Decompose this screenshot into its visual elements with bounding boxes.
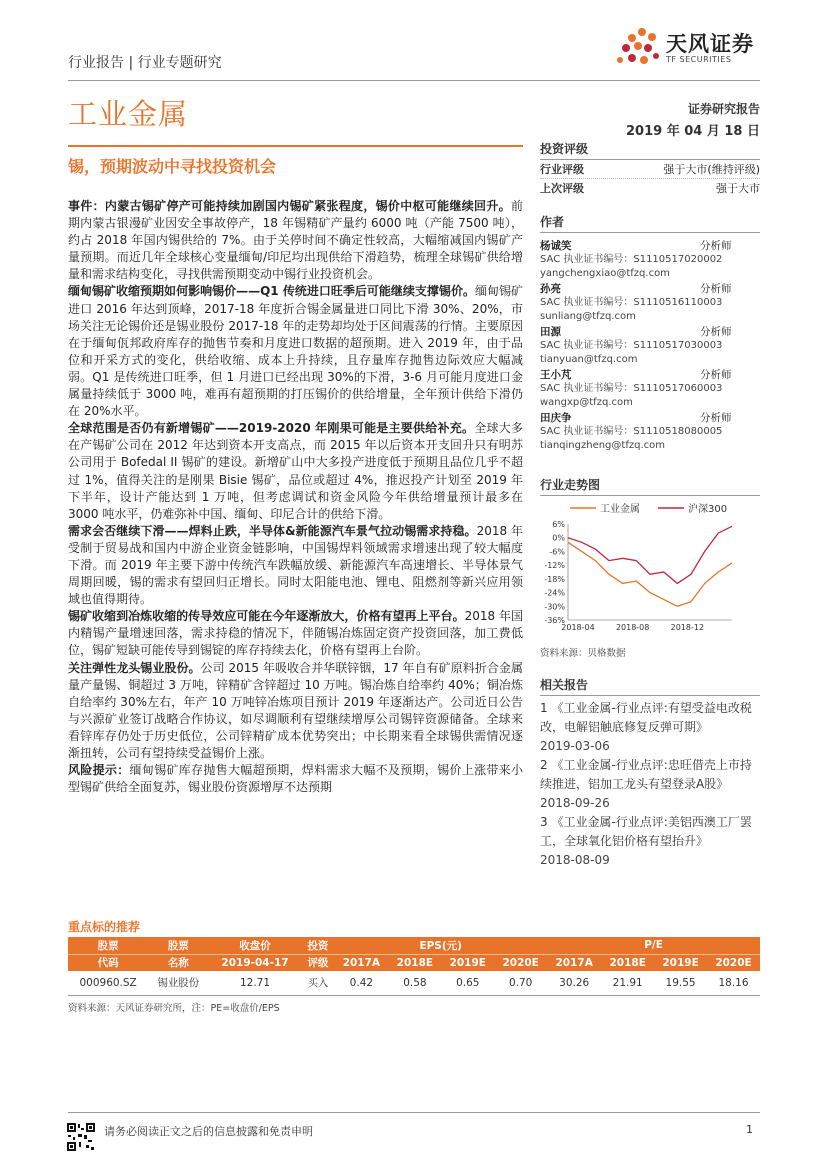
header-cell: 2017A xyxy=(334,954,388,971)
authors-heading: 作者 xyxy=(540,213,760,233)
sector-title: 工业金属 xyxy=(68,97,189,131)
table-cell: 0.65 xyxy=(441,971,494,995)
related-report[interactable]: 3 《工业金属-行业点评:美铝西澳工厂罢工，全球氧化铝价格有望抬升》 2018-08-09 xyxy=(540,813,760,870)
author-entry xyxy=(540,325,760,367)
legend-label: 工业金属 xyxy=(600,504,640,515)
table-cell: 0.58 xyxy=(388,971,441,995)
rating-heading: 投资评级 xyxy=(540,140,760,160)
rating-label: 行业评级 xyxy=(540,163,584,176)
table-cell: 0.42 xyxy=(334,971,388,995)
author-email[interactable]: tianqingzheng@tfzq.com xyxy=(540,440,665,451)
logo-name-cn: 天风证券 xyxy=(666,32,754,56)
table-title: 重点标的推荐 xyxy=(68,920,141,934)
y-tick-label: 6% xyxy=(552,520,565,529)
related-box xyxy=(540,676,760,870)
disclaimer-notice: 请务必阅读正文之后的信息披露和免责申明 xyxy=(104,1125,313,1138)
related-report[interactable]: 2 《工业金属-行业点评:忠旺借壳上市持续推进，铝加工龙头有望登录A股》 2018-09-26 xyxy=(540,756,760,813)
table-note: 资料来源：天风证券研究所，注：PE=收盘价/EPS xyxy=(68,1003,280,1014)
series-line xyxy=(568,526,732,583)
trend-heading: 行业走势图 xyxy=(540,476,760,496)
rating-value: 强于大市 xyxy=(716,182,760,195)
authors-box xyxy=(540,213,760,454)
author-entry xyxy=(540,368,760,410)
table-cell: 21.91 xyxy=(601,971,654,995)
header-cell: 2020E xyxy=(494,954,547,971)
y-tick-label: 0% xyxy=(552,533,565,543)
paragraph-lead: 关注弹性龙头锡业股份。 xyxy=(68,660,201,675)
header-cell: 2017A xyxy=(547,954,601,971)
author-email[interactable]: sunliang@tfzq.com xyxy=(540,311,636,322)
paragraph-lead: 需求会否继续下滑——焊料止跌，半导体&新能源汽车景气拉动锡需求持稳。 xyxy=(68,523,477,538)
trend-box xyxy=(540,476,760,496)
author-title: 分析师 xyxy=(700,369,732,381)
qr-code-icon xyxy=(66,1122,96,1152)
author-name: 杨诚笑 xyxy=(540,240,572,252)
header-cell: 2018E xyxy=(601,954,654,971)
rating-row xyxy=(540,160,760,179)
y-tick-label: -30% xyxy=(544,602,565,612)
author-cert: SAC 执业证书编号：S1110517060003 xyxy=(540,383,723,394)
table-cell: 12.71 xyxy=(208,971,301,995)
author-title: 分析师 xyxy=(700,283,732,295)
rating-row xyxy=(540,179,760,198)
y-tick-label: -36% xyxy=(544,616,565,625)
paragraph-risk: 风险提示：缅甸锡矿库存抛售大幅超预期，焊料需求大幅不及预期，锡价上涨带来小型锡矿供给全面复苏，锡业股份资源增厚不达预期 xyxy=(68,763,523,795)
header-cell: 名称 xyxy=(148,954,208,971)
author-entry xyxy=(540,282,760,324)
y-tick-label: -24% xyxy=(544,588,565,598)
header-cell: 2020E xyxy=(707,954,760,971)
report-body xyxy=(68,198,523,796)
table-cell: 买入 xyxy=(302,971,335,995)
paragraph-lead: 全球范围是否仍有新增锡矿——2019-2020 年刚果可能是主要供给补充。 xyxy=(68,421,475,436)
header-cell: 代码 xyxy=(68,954,148,971)
author-title: 分析师 xyxy=(700,326,732,338)
paragraph-myanmar: 缅甸锡矿收缩预期如何影响锡价——Q1 传统进口旺季后可能继续支撑锡价。缅甸锡矿进口 2016 年达到顶峰，2017-18 年度折合锡金属量进口同比下滑 30%、20%，市场关注无论锡价还是锡业股份 2017-18 年的走势却均处于区间震荡的行情。主要原因在于缅甸佤邦政府库存的抛售节奏和月度进口数据的超预期。进入 2019 年，由于品位和开采方式的变化，供给收缩、成本上升持续，且存量库存抛售边际效应大幅减弱。Q1 是传统进口旺季，但 1 月进口已经出现 30%的下滑，3-6 月可能月度进口金属量持续低于 3000 吨，难再有超预期的打压锡价的供给增量，全年预计供给下滑仍在 20%水平。 xyxy=(68,284,523,419)
rating-label: 上次评级 xyxy=(540,182,584,195)
paragraph-demand: 需求会否继续下滑——焊料止跌，半导体&新能源汽车景气拉动锡需求持稳。2018 年受制于贸易战和国内中游企业资金链影响，中国锡焊料领域需求增速出现了较大幅度下滑。而 2019 年主要下游中传统汽车跌幅放缓、新能源汽车高速增长、半导体景气周期回暖，锡的需求有望回归正增长。同时太阳能电池、锂电、阻燃剂等新兴应用领域也值得期待。 xyxy=(68,523,523,607)
trend-source: 资料来源：贝格数据 xyxy=(540,648,626,659)
report-title: 锡，预期波动中寻找投资机会 xyxy=(68,157,277,176)
header-cell: 收盘价 xyxy=(208,937,301,954)
author-title: 分析师 xyxy=(700,240,732,252)
paragraph-lead: 事件：内蒙古锡矿停产可能持续加剧国内锡矿紧张程度，锡价中枢可能继续回升。 xyxy=(68,199,511,213)
table-header-row xyxy=(68,954,760,971)
table-row xyxy=(68,971,760,995)
paragraph-company: 关注弹性龙头锡业股份。公司 2015 年吸收合并华联锌铟，17 年自有矿原料折合金属量产量锡、铜超过 3 万吨，锌精矿含锌超过 10 万吨。锡冶炼自给率约 40%；铜冶炼自给率约 30%左右，年产 10 万吨锌冶炼项目预计 2019 年逐渐达产。公司近日公告与兴源矿业签订战略合作协议，如尽调顺利有望继续增厚公司锡锌资源储备。全球来看锌库存仍处于历史低位，公司锌精矿成本优势突出；中长期来看全球锡供需情况逐渐扭转，公司有望持续受益锡价上涨。 xyxy=(68,660,523,760)
paragraph-lead: 缅甸锡矿收缩预期如何影响锡价——Q1 传统进口旺季后可能继续支撑锡价。 xyxy=(68,284,475,299)
related-report-date: 2018-08-09 xyxy=(540,853,610,867)
table-cell: 30.26 xyxy=(547,971,601,995)
x-tick-label: 2018-08 xyxy=(615,623,650,632)
paragraph-global-supply: 全球范围是否仍有新增锡矿——2019-2020 年刚果可能是主要供给补充。全球大多在产锡矿公司在 2012 年达到资本开支高点，而 2015 年以后资本开支回升只有明苏公司用于 Bofedal II 锡矿的建设。新增矿山中大多投产进度低于预期且品位几乎不超过 1%，值得关注的是刚果 Bisie 锡矿，品位或超过 4%，推迟投产计划至 2019 年下半年，设计产能达到 1 万吨，但考虑调试和资金风险今年供给增量预计最多在 3000 吨水平，仍难弥补中国、缅甸、印尼合计的供给下滑。 xyxy=(68,421,523,521)
logo-name-en: TF SECURITIES xyxy=(666,55,732,64)
trend-chart xyxy=(540,496,760,636)
report-type: 行业报告 | 行业专题研究 xyxy=(68,55,222,71)
report-date: 2019 年 04 月 18 日 xyxy=(626,124,760,139)
x-tick-label: 2018-12 xyxy=(670,623,705,632)
author-name: 孙亮 xyxy=(540,283,561,295)
y-tick-label: -12% xyxy=(544,561,565,571)
page-number: 1 xyxy=(746,1123,753,1136)
rating-value: 强于大市(维持评级) xyxy=(663,163,760,176)
header-cell: 2019-04-17 xyxy=(208,954,301,971)
stock-table xyxy=(68,937,760,996)
paragraph-smelting: 锡矿收缩到冶炼收缩的传导效应可能在今年逐渐放大，价格有望再上平台。2018 年国内精锡产量增速回落，需求持稳的情况下，伴随锡冶炼固定资产投资回落，加工费低位，锡矿短缺可能传导到锡锭的库存持续去化，价格有望再上台阶。 xyxy=(68,609,523,658)
author-name: 王小芃 xyxy=(540,369,572,381)
table-cell: 0.70 xyxy=(494,971,547,995)
header-cell: 2019E xyxy=(654,954,707,971)
footer-divider xyxy=(68,1112,760,1113)
header-cell: 2018E xyxy=(388,954,441,971)
author-cert: SAC 执业证书编号：S1110518080005 xyxy=(540,426,723,437)
paragraph-lead: 风险提示： xyxy=(68,763,130,778)
header-cell: P/E xyxy=(547,937,760,954)
paragraph-lead: 锡矿收缩到冶炼收缩的传导效应可能在今年逐渐放大，价格有望再上平台。 xyxy=(68,609,465,624)
related-heading: 相关报告 xyxy=(540,676,760,696)
legend-label: 沪深300 xyxy=(688,504,728,515)
author-title: 分析师 xyxy=(700,412,732,424)
header-cell: 评级 xyxy=(302,954,335,971)
author-entry xyxy=(540,411,760,453)
author-entry xyxy=(540,239,760,281)
related-report[interactable]: 1 《工业金属-行业点评:有望受益电改税改，电解铝触底修复反弹可期》 2019-03-06 xyxy=(540,699,760,756)
related-report-date: 2019-03-06 xyxy=(540,739,610,753)
author-cert: SAC 执业证书编号：S1110517020002 xyxy=(540,254,723,265)
table-cell: 18.16 xyxy=(707,971,760,995)
author-cert: SAC 执业证书编号：S1110517030003 xyxy=(540,340,723,351)
title-divider xyxy=(68,145,523,147)
x-tick-label: 2018-04 xyxy=(561,623,595,632)
author-email[interactable]: tianyuan@tfzq.com xyxy=(540,354,638,365)
author-name: 田庆争 xyxy=(540,412,572,424)
header-cell: 股票 xyxy=(148,937,208,954)
author-email[interactable]: yangchengxiao@tfzq.com xyxy=(540,268,670,279)
header-divider xyxy=(68,80,760,81)
y-tick-label: -6% xyxy=(549,547,565,557)
header-cell: 股票 xyxy=(68,937,148,954)
table-cell: 19.55 xyxy=(654,971,707,995)
table-cell: 000960.SZ xyxy=(68,971,148,995)
author-email[interactable]: wangxp@tfzq.com xyxy=(540,397,633,408)
table-cell: 锡业股份 xyxy=(148,971,208,995)
header-cell: 2019E xyxy=(441,954,494,971)
report-kind: 证券研究报告 xyxy=(687,102,760,116)
header-cell: 投资 xyxy=(302,937,335,954)
author-name: 田源 xyxy=(540,326,561,338)
rating-box xyxy=(540,140,760,198)
y-tick-label: -18% xyxy=(544,574,565,584)
related-report-date: 2018-09-26 xyxy=(540,796,610,810)
paragraph-event: 事件：内蒙古锡矿停产可能持续加剧国内锡矿紧张程度，锡价中枢可能继续回升。前期内蒙古银漫矿业因安全事故停产，18 年锡精矿产量约 6000 吨（产能 7500 吨），约占 2018 年国内锡供给的 7%。由于关停时间不确定性较高，大幅缩减国内锡矿产量预期。而近几年全球核心变量缅甸/印尼均出现供给下滑趋势，梳理全球锡矿供给增量和需求结构变化，寻找供需预期变动中锡行业投资机会。 xyxy=(68,199,523,282)
table-header-row xyxy=(68,937,760,954)
header-cell: EPS(元) xyxy=(334,937,547,954)
author-cert: SAC 执业证书编号：S1110516110003 xyxy=(540,297,723,308)
